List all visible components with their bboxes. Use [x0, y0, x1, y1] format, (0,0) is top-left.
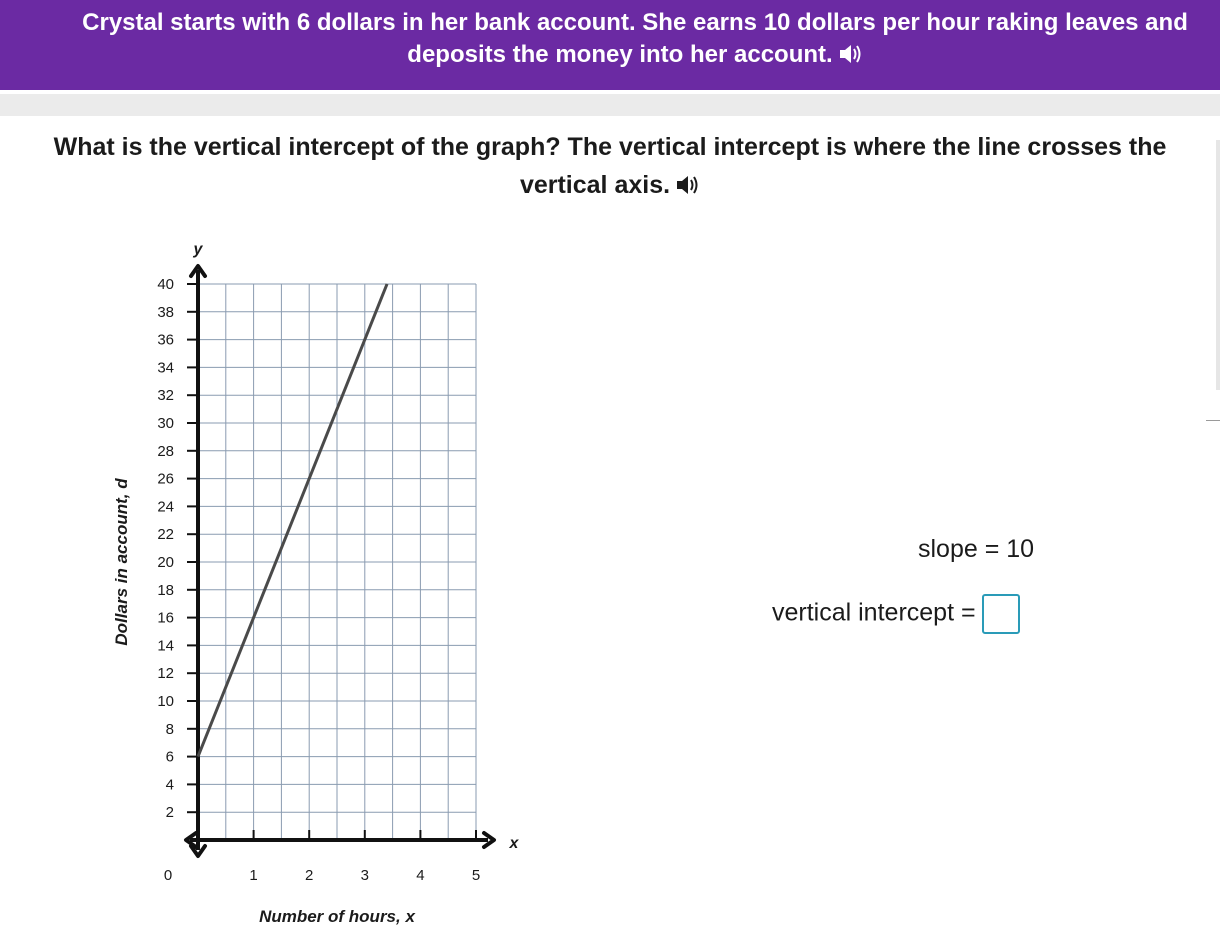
y-axis-letter: y	[193, 241, 203, 258]
y-tick-label: 30	[157, 415, 174, 432]
x-tick-label: 3	[360, 867, 369, 884]
equals-sign: =	[960, 598, 976, 627]
speaker-icon[interactable]	[839, 42, 863, 74]
slope-equation	[918, 535, 1034, 564]
origin-label: 0	[163, 867, 173, 884]
x-axis-letter: x	[509, 835, 519, 852]
y-tick-label: 38	[157, 303, 174, 321]
y-tick-label: 10	[157, 693, 174, 710]
scrollbar-track[interactable]	[1216, 140, 1220, 390]
y-tick-label: 18	[157, 581, 174, 599]
y-tick-label: 22	[157, 526, 174, 544]
equals-sign: =	[984, 535, 1000, 563]
y-axis-title: Dollars in account, d	[112, 478, 131, 646]
y-tick-label: 6	[165, 748, 174, 766]
speaker-icon[interactable]	[676, 169, 700, 207]
y-tick-label: 36	[157, 331, 174, 349]
x-tick-label: 5	[471, 867, 481, 884]
intercept-label: vertical intercept	[772, 598, 955, 627]
slope-value: 10	[1006, 535, 1035, 563]
y-tick-label: 14	[157, 637, 174, 655]
y-tick-label: 26	[157, 470, 174, 488]
intercept-answer-input[interactable]	[982, 594, 1020, 634]
series-line	[198, 284, 387, 757]
x-tick-label: 4	[416, 867, 425, 884]
x-tick-label: 2	[305, 867, 314, 884]
x-axis-title: Number of hours, x	[259, 907, 415, 926]
y-tick-label: 40	[157, 276, 174, 293]
divider	[1206, 420, 1220, 421]
y-tick-label: 34	[157, 359, 174, 377]
y-tick-label: 16	[157, 609, 174, 627]
question-text: What is the vertical intercept of the graph? The vertical intercept is where the line crosses the vertical axis.	[53, 133, 1167, 199]
y-tick-label: 2	[165, 804, 174, 822]
banner-text: Crystal starts with 6 dollars in her bank account. She earns 10 dollars per hour raking leaves and deposits the money into her account.	[82, 9, 1188, 68]
grid	[198, 284, 476, 840]
y-tick-label: 32	[157, 387, 174, 405]
y-tick-label: 28	[157, 442, 174, 460]
y-tick-label: 24	[157, 498, 174, 516]
series	[198, 284, 387, 757]
y-tick-label: 20	[157, 554, 174, 571]
x-tick-label: 1	[249, 867, 258, 884]
y-tick-label: 12	[157, 665, 174, 683]
slope-label: slope	[918, 535, 978, 563]
y-tick-label: 8	[165, 720, 174, 738]
intercept-equation	[772, 594, 1020, 634]
y-tick-label: 4	[165, 776, 174, 794]
